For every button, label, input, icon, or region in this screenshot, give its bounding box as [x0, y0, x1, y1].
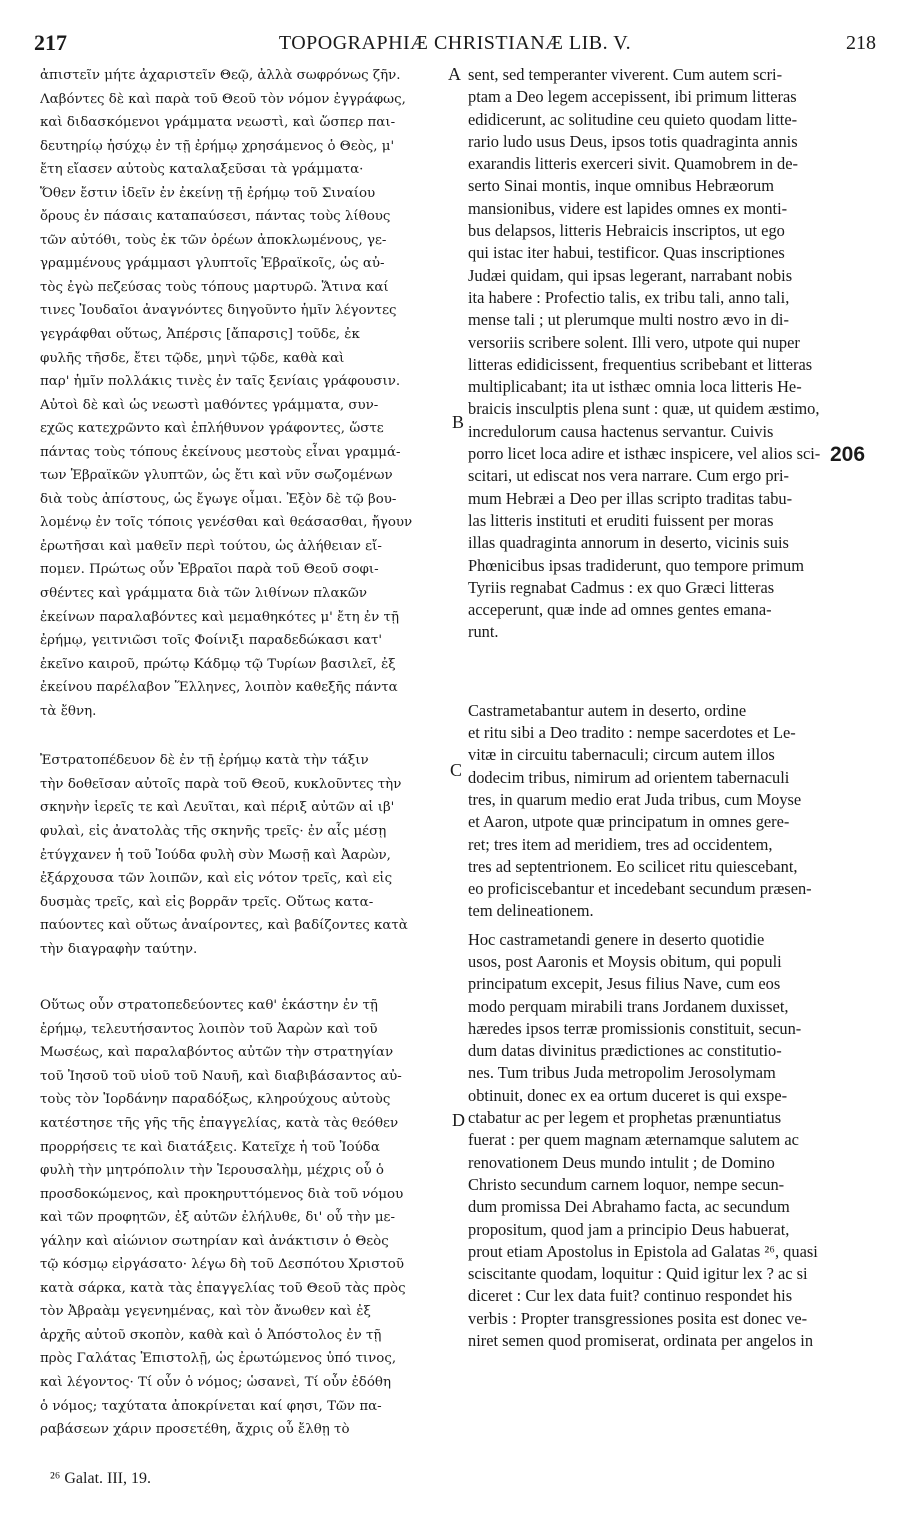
latin-text-line: Judæi quidam, qui ipsas legerant, narrabant nobis: [468, 265, 793, 285]
latin-text-line: verbis : Propter transgressiones posita est donec ve-: [468, 1308, 808, 1328]
latin-text-line: las litteris instituti et eruditi fuissent per moras: [468, 510, 774, 530]
greek-text-line: Λαβόντες δὲ καὶ παρὰ τοῦ Θεοῦ τὸν νόμον ἐγγράφως,: [40, 91, 406, 107]
latin-text-line: nes. Tum tribus Juda metropolim Jerosolymam: [468, 1063, 776, 1083]
greek-text-line: φυλαὶ, εἰς ἀνατολὰς τῆς σκηνῆς τρεῖς· ἐν αἷς μέσῃ: [40, 823, 387, 839]
latin-paragraph-3: [468, 929, 878, 1353]
greek-text-line: τὴν δοθεῖσαν αὐτοῖς παρὰ τοῦ Θεοῦ, κυκλοῦντες τὴν: [40, 776, 402, 792]
greek-text-line: τὸν Ἀβραὰμ γεγενημένας, καὶ τὸν ἄνωθεν καὶ ἐξ: [40, 1304, 371, 1320]
latin-text-line: Phœnicibus ipsas tradiderunt, quo tempore primum: [468, 555, 804, 575]
latin-text-line: mansionibus, videre est lapides omnes ex monti-: [468, 198, 788, 218]
latin-column: [468, 64, 878, 1352]
latin-text-line: propositum, quod jam a principio Deus habuerat,: [468, 1219, 790, 1239]
latin-text-line: modo perquam mirabili trans Jordanem duxisset,: [468, 996, 789, 1016]
greek-text-line: ραβάσεων χάριν προσετέθη, ἄχρις οὗ ἔλθῃ τὸ: [40, 1422, 350, 1438]
greek-text-line: ἐρήμῳ, τελευτήσαντος λοιπὸν τοῦ Ἀαρὼν καὶ τοῦ: [40, 1021, 378, 1037]
latin-text-line: ptam a Deo legem accepissent, ibi primum litteras: [468, 87, 797, 107]
greek-text-line: τὰ ἔθνη.: [40, 703, 97, 719]
latin-text-line: niret semen quod promiserat, ordinata per angelos in: [468, 1331, 814, 1351]
greek-text-line: ἐρωτῆσαι καὶ μαθεῖν περὶ τούτου, ὡς ἀλήθειαν εἴ-: [40, 538, 382, 554]
greek-text-line: δυσμὰς τρεῖς, καὶ εἰς βορρᾶν τρεῖς. Οὕτως κατα-: [40, 894, 374, 910]
greek-text-line: ἐκείνων παραλαβόντες καὶ μεμαθηκότες μ' ἔτη ἐν τῇ: [40, 609, 399, 625]
greek-text-line: γάλην καὶ αἰώνιον σωτηρίαν καὶ ἀνάκτισιν ὁ Θεὸς: [40, 1233, 389, 1249]
greek-text-line: παρ' ἡμῖν πολλάκις τινὲς ἐν ταῖς ξενίαις γράφουσιν.: [40, 374, 401, 390]
latin-text-line: mum Hebræi a Deo per illas scripto traditas tabu-: [468, 488, 793, 508]
section-marker-c: C: [450, 760, 463, 780]
greek-text-line: ἐτύγχανεν ἡ τοῦ Ἰούδα φυλὴ σὺν Μωσῇ καὶ Ἀαρὼν,: [40, 847, 391, 863]
latin-text-line: scitari, ut ediscat nos vera narrare. Cum ergo pri-: [468, 466, 790, 486]
latin-text-line: et Aaron, utpote quæ principatum in omnes gere-: [468, 812, 790, 832]
section-marker-b: B: [452, 412, 465, 432]
latin-text-line: ctabatur ac per legem et prophetas prænuntiatus: [468, 1108, 782, 1128]
latin-text-line: dum datas divinitus prædictiones ac constitutio-: [468, 1041, 782, 1061]
latin-text-line: usos, post Aaronis et Moysis obitum, qui populi: [468, 951, 782, 971]
greek-paragraph-1: [40, 64, 442, 723]
greek-text-line: ἀρχῆς αὐτοῦ σκοπὸν, καθὰ καὶ ὁ Ἀπόστολος ἐν τῇ: [40, 1327, 382, 1343]
latin-text-line: acceperunt, quæ inde ad omnes gentes emana-: [468, 600, 772, 620]
greek-text-line: Οὕτως οὖν στρατοπεδεύοντες καθ' ἑκάστην ἐν τῇ: [40, 998, 378, 1014]
greek-text-line: των Ἑβραϊκῶν γλυπτῶν, ὡς ἔτι καὶ νῦν σωζομένων: [40, 468, 393, 484]
latin-text-line: tem delineationem.: [468, 901, 594, 921]
latin-text-line: hæredes ipsos terræ promissionis constituit, secun-: [468, 1018, 802, 1038]
latin-text-line: dodecim tribus, nimirum ad orientem tabernaculi: [468, 767, 790, 787]
greek-text-line: ἐκείνου παρέλαβον Ἕλληνες, λοιπὸν καθεξῆς πάντα: [40, 680, 398, 696]
latin-text-line: eo proficiscebantur et incedebant secundum præsen-: [468, 879, 812, 899]
latin-text-line: edidicerunt, ac solitudine ceu quieto quodam litte-: [468, 109, 798, 129]
latin-text-line: renovationem Deus mundo intulit ; de Domino: [468, 1152, 775, 1172]
greek-text-line: γραμμένους γράμμασι γλυπτοῖς Ἑβραϊκοῖς, ὡς αὐ-: [40, 256, 385, 272]
greek-text-line: γεγράφθαι οὕτως, Ἀπέρσις [ἄπαρσις] τοῦδε, ἐκ: [40, 327, 360, 343]
latin-text-line: tres ad septentrionem. Eo scilicet ritu quiescebant,: [468, 856, 798, 876]
latin-text-line: ita habere : Profectio talis, ex tribu tali, anno tali,: [468, 287, 790, 307]
latin-text-line: litteras edidicissent, frequentius scribebant et litteras: [468, 354, 813, 374]
section-marker-a: A: [448, 64, 461, 84]
latin-text-line: multiplicabant; ita ut isthæc omnia loca litteris He-: [468, 377, 802, 397]
greek-text-line: κατὰ σάρκα, κατὰ τὰς ἐπαγγελίας τοῦ Θεοῦ τὰς πρὸς: [40, 1280, 406, 1296]
latin-text-line: incredulorum causa hactenus servantur. Cuivis: [468, 421, 774, 441]
greek-text-line: τὴν διαγραφὴν ταύτην.: [40, 941, 198, 957]
latin-text-line: rario ludo usus Deus, ipsos totis quadraginta annis: [468, 131, 798, 151]
latin-text-line: versoriis scribere solent. Illi vero, utpote qui nuper: [468, 332, 800, 352]
greek-text-line: εχῶς κατεχρῶντο καὶ ἐπλήθυνον γράφοντες, ὥστε: [40, 421, 384, 437]
latin-text-line: sent, sed temperanter viverent. Cum autem scri-: [468, 65, 783, 84]
greek-text-line: ἐρήμῳ, γειτνιῶσι τοῖς Φοίνιξι παραδεδώκασι κατ': [40, 633, 383, 649]
latin-text-line: mense tali ; ut plerumque multi nostro ævo in di-: [468, 310, 789, 330]
greek-text-line: Ὅθεν ἔστιν ἰδεῖν ἐν ἐκείνῃ τῇ ἐρήμῳ τοῦ Σιναίου: [40, 185, 376, 201]
greek-text-line: κατέστησε τῆς γῆς τῆς ἐπαγγελίας, κατὰ τὰς θεόθεν: [40, 1115, 399, 1131]
latin-text-line: exarandis litteris exerceri sivit. Quamobrem in de-: [468, 154, 798, 174]
greek-paragraph-3: [40, 994, 442, 1441]
latin-text-line: runt.: [468, 622, 499, 642]
greek-text-line: Ἐστρατοπέδευον δὲ ἐν τῇ ἐρήμῳ κατὰ τὴν τάξιν: [40, 753, 369, 769]
latin-text-line: dum promissa Dei Abrahamo facta, ac secundum: [468, 1197, 790, 1217]
latin-text-line: Tyriis regnabat Cadmus : ex quo Græci litteras: [468, 577, 775, 597]
latin-text-line: Hoc castrametandi genere in deserto quotidie: [468, 929, 765, 949]
latin-text-line: obtinuit, donec ex ea ortum duceret is qui exspe-: [468, 1085, 788, 1105]
latin-text-line: prout etiam Apostolus in Epistola ad Galatas ²⁶, quasi: [468, 1241, 818, 1261]
greek-text-line: τῶν αὐτόθι, τοὺς ἐκ τῶν ὀρέων ἀποκλωμένους, γε-: [40, 232, 387, 248]
greek-text-line: ἔτη εἴασεν αὐτοὺς καταλαξεῦσαι τὰ γράμματα·: [40, 162, 364, 178]
greek-text-line: καὶ διδασκόμενοι γράμματα νεωστὶ, καὶ ὥσπερ παι-: [40, 115, 396, 131]
latin-text-line: ret; tres item ad meridiem, tres ad occidentem,: [468, 834, 773, 854]
greek-text-line: δευτηρίῳ ἡσύχῳ ἐν τῇ ἐρήμῳ χρησάμενος ὁ Θεὸς, μ': [40, 138, 395, 154]
greek-text-line: φυλῆς τῆσδε, ἔτει τῷδε, μηνὶ τῷδε, καθὰ καὶ: [40, 350, 345, 366]
greek-text-line: πάντας τοὺς τόπους ἐκείνους μεστοὺς εἶναι γραμμά-: [40, 444, 401, 460]
page-header: [34, 30, 876, 58]
latin-text-line: serto Sinai montis, inque omnibus Hebræorum: [468, 176, 774, 196]
footnote: ²⁶ Galat. III, 19.: [50, 1470, 152, 1487]
latin-text-line: tres, in quarum medio erat Juda tribus, cum Moyse: [468, 789, 802, 809]
latin-text-line: et ritu sibi a Deo tradito : nempe sacerdotes et Le-: [468, 723, 796, 743]
latin-text-line: Christo secundum carnem loquor, nempe secun-: [468, 1174, 785, 1194]
latin-paragraph-1: [468, 64, 878, 644]
latin-text-line: sciscitante quodam, loquitur : Quid igitur lex ? ac si: [468, 1264, 808, 1284]
greek-text-line: ὄρους ἐν πάσαις καταπαύσεσι, πάντας τοὺς λίθους: [40, 209, 391, 225]
section-marker-d: D: [452, 1110, 465, 1130]
greek-text-line: πομεν. Πρώτως οὖν Ἑβραῖοι παρὰ τοῦ Θεοῦ σοφι-: [40, 562, 379, 578]
greek-text-line: σθέντες καὶ γράμματα διὰ τῶν λιθίνων πλακῶν: [40, 586, 367, 602]
latin-text-line: bus delapsos, litteris Hebraicis inscriptos, ut ego: [468, 221, 785, 241]
latin-text-line: illas quadraginta annorum in deserto, vicinis suis: [468, 533, 789, 553]
greek-text-line: τοὺς τὸν Ἰορδάνην παραδόξως, κληρούχους αὐτοὺς: [40, 1092, 391, 1108]
latin-text-line: braicis insculptis plena sunt : quæ, ut quidem æstimo,: [468, 399, 820, 419]
greek-paragraph-2: [40, 749, 442, 961]
latin-text-line: vitæ in circuitu tabernaculi; circum autem illos: [468, 745, 775, 765]
latin-text-line: Castrametabantur autem in deserto, ordine: [468, 700, 747, 720]
greek-text-line: ἀπιστεῖν μήτε ἀχαριστεῖν Θεῷ, ἀλλὰ σωφρόνως ζῆν.: [40, 68, 401, 83]
latin-text-line: qui istac iter habui, testificor. Quas inscriptiones: [468, 243, 785, 263]
running-title: TOPOGRAPHIÆ CHRISTIANÆ LIB. V.: [278, 32, 632, 54]
greek-text-line: φυλὴ τὴν μητρόπολιν τὴν Ἱερουσαλὴμ, μέχρις οὗ ὁ: [40, 1163, 384, 1179]
greek-text-line: Μωσέως, καὶ παραλαβόντος αὐτῶν τὴν στρατηγίαν: [40, 1045, 394, 1061]
page-number-right: 218: [846, 32, 876, 54]
greek-text-line: τοῦ Ἰησοῦ τοῦ υἱοῦ τοῦ Ναυῆ, καὶ διαβιβάσαντος αὐ-: [40, 1068, 402, 1084]
greek-text-line: παύοντες καὶ οὕτως ἀναίροντες, καὶ βαδίζοντες κατὰ: [40, 918, 408, 934]
column-number: 206: [830, 443, 866, 466]
greek-column: [40, 64, 442, 1442]
greek-text-line: προσδοκώμενος, καὶ προκηρυττόμενος διὰ τοῦ νόμου: [40, 1186, 404, 1202]
greek-text-line: τινες Ἰουδαῖοι ἀναγνόντες διηγοῦντο ἡμῖν λέγοντες: [40, 303, 397, 319]
greek-text-line: τῷ κόσμῳ εἰργάσατο· λέγω δὴ τοῦ Δεσπότου Χριστοῦ: [40, 1257, 404, 1273]
greek-text-line: διὰ τοὺς ἀπίστους, ὡς ἔγωγε οἶμαι. Ἐξὸν δὲ τῷ βου-: [40, 491, 397, 507]
greek-text-line: τὸς ἐγὼ πεζεύσας τοὺς τόπους μαρτυρῶ. Ἅτινα καί: [40, 279, 389, 295]
latin-text-line: diceret : Cur lex data fuit? continuo respondet his: [468, 1286, 793, 1306]
greek-text-line: πρὸς Γαλάτας Ἐπιστολῇ, ὡς ἐρωτώμενος ὑπό τινος,: [40, 1351, 397, 1367]
greek-text-line: ἐξάρχουσα τῶν λοιπῶν, καὶ εἰς νότον τρεῖς, καὶ εἰς: [40, 871, 393, 887]
greek-text-line: προρρήσεις τε καὶ διατάξεις. Κατεῖχε ἡ τοῦ Ἰούδα: [40, 1139, 380, 1155]
latin-text-line: fuerat : per quem magnam æternamque salutem ac: [468, 1130, 799, 1150]
greek-text-line: καὶ τῶν προφητῶν, ἐξ αὐτῶν ἐλήλυθε, δι' οὗ τὴν με-: [40, 1210, 396, 1226]
latin-text-line: porro licet loca adire et isthæc inspicere, vel alios sci-: [468, 444, 821, 464]
greek-text-line: ὁ νόμος; ταχύτατα ἀποκρίνεται καί φησι, Τῶν πα-: [40, 1398, 382, 1414]
greek-text-line: ἐκεῖνο καιροῦ, πρώτῳ Κάδμῳ τῷ Τυρίων βασιλεῖ, ἐξ: [40, 656, 396, 672]
greek-text-line: καὶ λέγοντος· Τί οὖν ὁ νόμος; ὡσανεὶ, Τί οὖν ἐδόθη: [40, 1374, 391, 1390]
latin-text-line: principatum excepit, Jesus filius Nave, cum eos: [468, 974, 781, 994]
page-number-left: 217: [34, 30, 67, 55]
greek-text-line: σκηνὴν ἱερεῖς τε καὶ Λευῖται, καὶ πέριξ αὐτῶν αἱ ιβ': [40, 800, 395, 816]
greek-text-line: λομένῳ ἐν τοῖς τόποις γενέσθαι καὶ θεάσασθαι, ἤγουν: [40, 515, 413, 531]
greek-text-line: Αὐτοὶ δὲ καὶ ὡς νεωστὶ μαθόντες γράμματα, συν-: [40, 397, 379, 413]
latin-paragraph-2: [468, 700, 878, 923]
